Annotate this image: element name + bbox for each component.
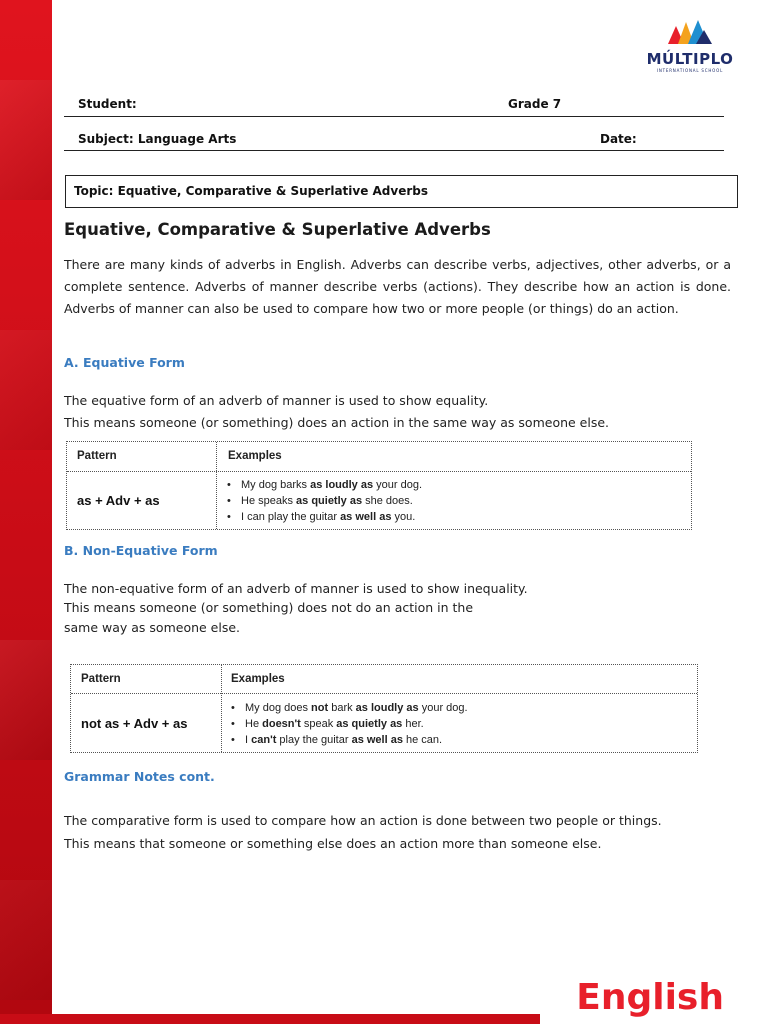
- table-header-pattern: Pattern: [81, 673, 121, 685]
- section-a-line: The equative form of an adverb of manner is used to show equality.: [64, 393, 489, 408]
- non-equative-table: [70, 664, 698, 753]
- section-b-line: same way as someone else.: [64, 620, 241, 635]
- bullet-icon: •: [231, 702, 235, 714]
- section-a-heading: A. Equative Form: [64, 355, 185, 370]
- example-item: • He doesn't speak as quietly as her.: [231, 718, 424, 730]
- table-header-pattern: Pattern: [77, 450, 117, 462]
- subject-rule: [64, 150, 724, 151]
- topic-box: Topic: Equative, Comparative & Superlative Adverbs: [65, 175, 738, 208]
- grammar-notes-heading: Grammar Notes cont.: [64, 769, 215, 784]
- table-header-examples: Examples: [228, 450, 282, 462]
- logo-wordmark: MÚLTIPLO: [646, 50, 734, 68]
- school-logo: [640, 20, 740, 74]
- examples-list: [231, 700, 468, 748]
- section-a-line: This means someone (or something) does an action in the same way as someone else.: [64, 415, 610, 430]
- example-item: • My dog does not bark as loudly as your dog.: [231, 702, 468, 714]
- student-rule: [64, 116, 724, 117]
- bullet-icon: •: [231, 718, 235, 730]
- equative-table: [66, 441, 692, 530]
- pattern-cell: as + Adv + as: [77, 493, 160, 508]
- logo-mark-icon: [668, 20, 712, 44]
- student-label: Student:: [78, 97, 137, 111]
- bullet-icon: •: [231, 734, 235, 746]
- example-item: • I can't play the guitar as well as he can.: [231, 734, 443, 746]
- left-red-band: [0, 0, 52, 1024]
- examples-list: [227, 477, 422, 525]
- subject-label: Subject: Language Arts: [78, 132, 237, 146]
- logo-tagline: INTERNATIONAL SCHOOL: [656, 68, 724, 73]
- page-title: Equative, Comparative & Superlative Adverbs: [64, 220, 491, 239]
- grammar-notes-line: The comparative form is used to compare how an action is done between two people or things.: [64, 813, 662, 828]
- intro-paragraph: There are many kinds of adverbs in English. Adverbs can describe verbs, adjectives, other adverbs, or a complete sentence. Adverbs of manner describe verbs (actions). They describe how an action is done. Adverbs of manner can also be used to compare how two or more people (or things) do an action.: [64, 257, 731, 316]
- example-item: • He speaks as quietly as she does.: [227, 495, 413, 507]
- bottom-red-bar: [0, 1014, 540, 1024]
- date-label: Date:: [600, 132, 637, 146]
- pattern-cell: not as + Adv + as: [81, 716, 188, 731]
- section-b-line: This means someone (or something) does not do an action in the: [64, 600, 474, 615]
- example-item: • My dog barks as loudly as your dog.: [227, 479, 422, 491]
- bullet-icon: •: [227, 479, 231, 491]
- bullet-icon: •: [227, 495, 231, 507]
- subject-footer-label: English: [576, 977, 724, 1018]
- grammar-notes-line: This means that someone or something else does an action more than someone else.: [64, 836, 602, 851]
- grade-label: Grade 7: [508, 97, 562, 111]
- section-b-line: The non-equative form of an adverb of manner is used to show inequality.: [64, 581, 528, 596]
- table-header-examples: Examples: [231, 673, 285, 685]
- example-item: • I can play the guitar as well as you.: [227, 511, 416, 523]
- bullet-icon: •: [227, 511, 231, 523]
- section-b-heading: B. Non-Equative Form: [64, 543, 218, 558]
